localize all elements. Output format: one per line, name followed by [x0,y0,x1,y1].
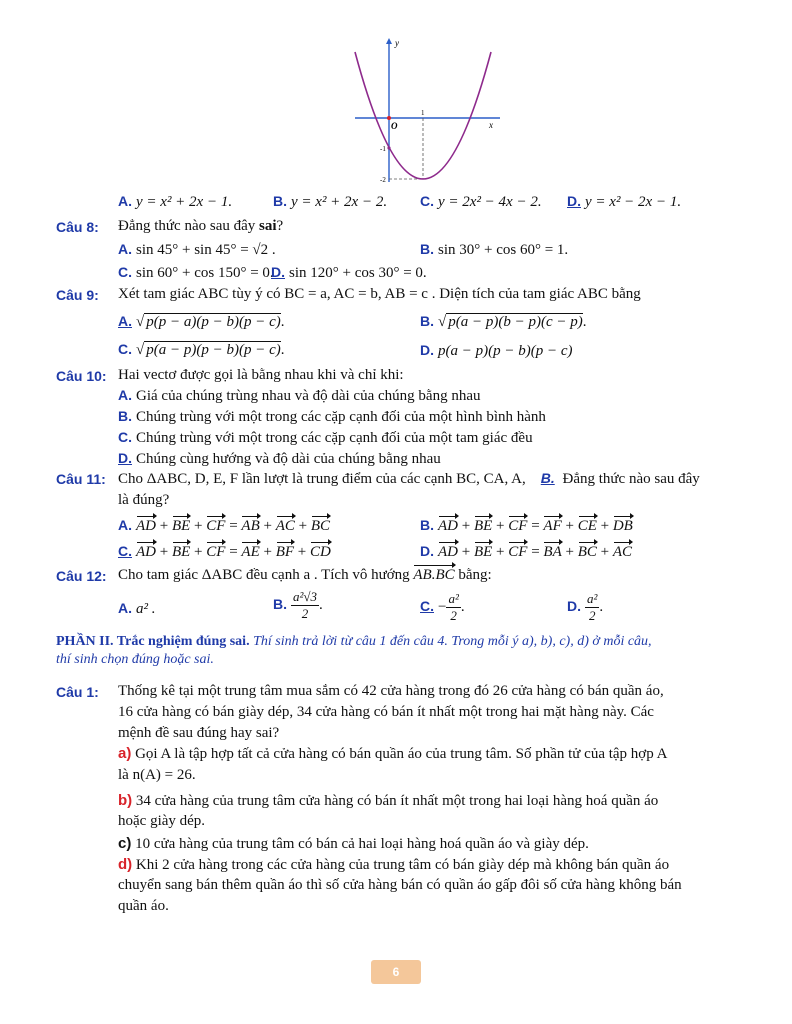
page-number: 6 [371,960,421,984]
q10-option-a[interactable] [118,387,480,405]
option-text: a² . [136,601,156,617]
denominator: 2 [588,608,596,623]
bold-word: sai [259,218,277,234]
option-text: p(a − p)(p − b)(p − c) [438,343,573,359]
option-text: y = x² − 2x − 1. [585,194,682,210]
option-label: D. [567,597,581,614]
x-label: x [489,120,493,130]
vector: AC [275,518,295,534]
option-label: C. [118,543,132,559]
option-label: D. [271,264,285,280]
tick-1: 1 [421,109,425,117]
sign: − [438,598,447,615]
p2q1-statement-d-line3: quần áo. [118,898,169,914]
p2q1-statement-b[interactable] [118,792,658,810]
statement-text: Gọi A là tập hợp tất cả cửa hàng có bán quần áo của trung tâm. Số phần tử của tập hợp A [131,746,668,762]
fraction [446,591,460,624]
vector: DB [612,518,633,534]
option-label: B. [118,408,132,424]
q10-label: Câu 10: [56,368,107,384]
option-label: B. [273,595,287,612]
option-text: sin 120° + cos 30° = 0. [289,265,427,281]
q8-label: Câu 8: [56,219,99,235]
vector: AD [438,518,458,534]
p2q1-statement-a[interactable] [118,745,668,763]
q7-option-c[interactable] [420,193,542,211]
vector: BE [171,544,191,560]
q10-option-d[interactable] [118,450,441,468]
q10-option-b[interactable] [118,408,546,426]
option-label: A. [118,517,132,533]
option-text: p(a − p)(b − p)(c − p) [448,314,583,330]
option-text: Chúng trùng với một trong các cặp cạnh đối của một tam giác đều [136,430,533,446]
q9-option-a[interactable]: A. √ p(p − a)(p − b)(p − c). [118,313,285,330]
sqrt-sign: √ [136,314,145,330]
p2q1-statement-d[interactable] [118,856,669,874]
q11-option-a[interactable]: A. AD + BE + CF = AB + AC + BC [118,517,331,534]
option-label: A. [118,193,132,209]
q8-option-b[interactable] [420,241,568,259]
part2-heading [56,634,652,650]
option-label: C. [118,341,132,357]
p2q1-line1: Thống kê tại một trung tâm mua sắm có 42 cửa hàng trong đó 26 cửa hàng có bán quần áo, [118,683,664,699]
vector: BA [543,544,562,560]
p2q1-line3: mệnh đề sau đúng hay sai? [118,725,280,741]
q7-option-a[interactable] [118,193,232,211]
q11-text-line1: Cho ΔABC, D, E, F lần lượt là trung điểm của các cạnh BC, CA, A, B. Đẳng thức nào sau đây [118,470,700,487]
statement-label: d) [118,856,133,873]
option-label: B. [420,241,434,257]
vector: CF [206,518,226,534]
vector: CE [577,518,597,534]
vector: AB [241,518,260,534]
statement-text: 10 cửa hàng của trung tâm có bán cả hai loại hàng hoá quần áo và giày dép. [131,836,589,852]
q12-option-c[interactable]: C. − $\frac{\text{a²}}{2}$ . [420,591,465,623]
q8-text [118,218,283,235]
vector: BE [473,544,493,560]
option-label: A. [118,241,132,257]
q8-option-a[interactable] [118,241,276,259]
numerator: a² [448,591,459,606]
option-label: D. [420,543,434,559]
q9-option-c[interactable]: C. √ p(a − p)(p − b)(p − c). [118,341,285,358]
denominator: 2 [450,608,457,623]
text: Đẳng thức nào sau đây [558,471,700,487]
denominator: 2 [301,606,309,621]
option-label: D. [567,193,581,209]
sqrt-sign: √ [136,342,145,358]
q9-option-d[interactable] [420,342,573,360]
vector: CD [310,544,331,560]
vector: CF [206,544,226,560]
q12-option-d[interactable]: D. $\frac{\text{a²}}{2}$ . [567,591,604,623]
statement-label: a) [118,745,132,762]
vector: AE [241,544,260,560]
q10-option-c[interactable] [118,429,533,447]
q11-label: Câu 11: [56,471,106,487]
option-label: C. [118,264,132,280]
option-label: B. [273,193,287,209]
vector: BF [275,544,295,560]
vector: AD [136,544,156,560]
part2-instructions-line2: thí sinh chọn đúng hoặc sai. [56,652,214,667]
p2q1-line2: 16 cửa hàng có bán giày dép, 34 cửa hàng có bán ít nhất một trong hai mặt hàng này. Các [118,704,654,720]
option-label: B. [420,517,434,533]
vector: CF [508,518,528,534]
option-label: A. [118,387,132,403]
option-label: C. [420,597,434,614]
vector: AF [543,518,562,534]
vector: AD [438,544,458,560]
statement-text: Khi 2 cửa hàng trong các cửa hàng của trung tâm có bán giày dép mà không bán quần áo [132,857,670,873]
vector: CF [508,544,528,560]
option-text: y = 2x² − 4x − 2. [438,194,542,210]
fraction [585,591,599,624]
q11-option-d[interactable]: D. AD + BE + CF = BA + BC + AC [420,543,633,560]
vector: BE [171,518,191,534]
option-text: sin 60° + cos 150° = 0. [136,265,274,281]
statement-label: c) [118,835,132,852]
p2q1-statement-b-line2: hoặc giày dép. [118,813,206,829]
text: Đẳng thức nào sau đây [118,218,260,234]
sqrt-sign: √ [438,314,447,330]
option-text: Chúng cùng hướng và độ dài của chúng bằng nhau [136,451,441,467]
q7-option-b[interactable] [273,193,387,211]
option-label: C. [118,429,132,445]
option-text: Giá của chúng trùng nhau và độ dài của chúng bằng nhau [136,388,481,404]
point-origin [387,116,391,120]
q10-text: Hai vectơ được gọi là bằng nhau khi và chỉ khi: [118,367,404,383]
text: Cho tam giác ΔABC đều cạnh a . Tích vô hướng [118,567,410,583]
q9-option-b[interactable]: B. √ p(a − p)(b − p)(c − p). [420,313,587,330]
numerator: a² [587,591,598,606]
text: bằng: [458,567,492,583]
p2q1-statement-a-line2: là n(A) = 26. [118,767,196,783]
y-axis-arrow [386,38,392,44]
p2q1-statement-c[interactable] [118,835,589,853]
option-label: B. [420,313,434,329]
option-label: A. [118,313,132,329]
vector: AD [136,518,156,534]
tick-m1: -1 [380,145,386,153]
q9-text: Xét tam giác ABC tùy ý có BC = a, AC = b, AB = c . Diện tích của tam giác ABC bằng [118,286,641,302]
q12-label: Câu 12: [56,568,107,584]
p2q1-label: Câu 1: [56,684,99,700]
option-text: y = x² + 2x − 2. [291,194,388,210]
q12-option-a[interactable] [118,600,156,618]
q8-option-c[interactable] [118,264,274,282]
option-label: D. [420,342,434,358]
q11-option-b[interactable]: B. AD + BE + CF = AF + CE + DB [420,517,633,534]
vector: BC [310,518,331,534]
part-title: PHẦN II. Trắc nghiệm đúng sai. [56,634,250,649]
origin-label: O [391,121,398,131]
point-intercept [387,146,390,149]
text: Cho ΔABC, D, E, F lần lượt là trung điểm của các cạnh BC, CA, A [118,471,522,487]
statement-text: 34 cửa hàng của trung tâm cửa hàng có bán ít nhất một trong hai loại hàng hoá quần áo [132,793,659,809]
vector: AC [612,544,633,560]
y-label: y [395,38,399,48]
q11-option-c[interactable]: C. AD + BE + CF = AE + BF + CD [118,543,331,560]
option-text: p(a − p)(p − b)(p − c) [146,342,281,358]
p2q1-statement-d-line2: chuyển sang bán thêm quần áo thì số cửa hàng bán có quần áo gấp đôi số cửa hàng không bán [118,877,682,893]
option-text: Chúng trùng với một trong các cặp cạnh đối của một hình bình hành [136,409,546,425]
text: ? [276,218,284,234]
numerator: a²√3 [293,589,318,604]
q8-option-d[interactable] [271,264,427,282]
statement-label: b) [118,792,133,809]
option-text: y = x² + 2x − 1. [136,194,233,210]
q9-label: Câu 9: [56,287,99,303]
q12-text [118,567,492,584]
vector: BE [473,518,493,534]
part-instructions: Thí sinh trả lời từ câu 1 đến câu 4. Trong mỗi ý a), b), c), d) ở mỗi câu, [249,634,652,649]
tick-m2: -2 [380,176,386,184]
option-label: B. [540,470,555,486]
q7-option-d[interactable] [567,193,681,211]
option-label: A. [118,600,132,616]
q11-text-line2: là đúng? [118,492,170,508]
fraction [291,589,319,622]
vector: BC [577,544,597,560]
option-text: sin 30° + cos 60° = 1. [438,242,569,258]
q12-option-b[interactable]: B. $\frac{\text{a²√3}}{2}$ . [273,589,323,621]
option-text: sin 45° + sin 45° = √2 . [136,242,276,258]
vector: AB.BC [413,567,455,583]
option-text: p(p − a)(p − b)(p − c) [146,314,281,330]
option-label: C. [420,193,434,209]
parabola-graph [345,34,505,186]
option-label: D. [118,450,132,466]
